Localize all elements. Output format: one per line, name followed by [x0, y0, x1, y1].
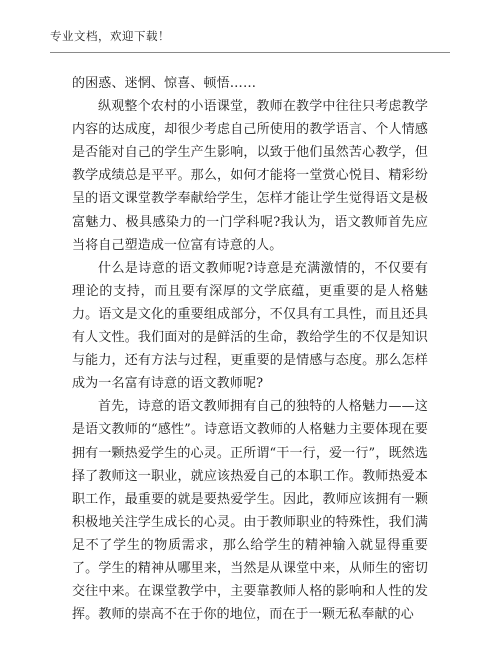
header-text: 专业文档，欢迎下载！ [50, 29, 170, 43]
paragraph-continuation: 的困惑、迷惘、惊喜、顿悟…… [72, 76, 257, 91]
page-header [50, 24, 450, 53]
paragraph-poetic-teacher: 什么是诗意的语文教师呢?诗意是充满激情的，不仅要有理论的支持，而且要有深厚的文学底蕴，更重要的是人格魅力。语文是文化的重要组成部分，不仅具有工具性，而且还具有人文性。我们面对的是鲜活的生命，教给学生的不仅是知识与能力，还有方法与过程，更重要的是情感与态度。那么怎样成为一名富有诗意的语文教师呢? [72, 260, 428, 392]
paragraph-rural-classroom: 纵观整个农村的小语课堂，教师在教学中往往只考虑教学内容的达成度，却很少考虑自己所使用的教学语言、个人情感是否能对自己的学生产生影响，以致于他们虽然苦心教学，但教学成绩总是平平。那么，如何才能将一堂赏心悦目、精彩纷呈的语文课堂教学奉献给学生，怎样才能让学生觉得语文是极富魅力、极具感染力的一门学科呢?我认为，语文教师首先应当将自己塑造成一位富有诗意的人。 [72, 99, 428, 253]
paragraph-personality-charm: 首先，诗意的语文教师拥有自己的独特的人格魅力——这是语文教师的“感性”。诗意语文教师的人格魅力主要体现在要拥有一颗热爱学生的心灵。正所谓“干一行，爱一行”，既然选择了教师这一职业，就应该热爱自己的本职工作。教师热爱本职工作，最重要的就是要热爱学生。因此，教师应该拥有一颗积极地关注学生成长的心灵。由于教师职业的特殊性，我们满足不了学生的物质需求，那么给学生的精神输入就显得重要了。学生的精神从哪里来，当然是从课堂中来，从师生的密切交往中来。在课堂教学中，主要靠教师人格的影响和人性的发挥。教师的崇高不在于你的地位，而在于一颗无私奉献的心 [72, 399, 428, 623]
document-body [72, 72, 428, 626]
